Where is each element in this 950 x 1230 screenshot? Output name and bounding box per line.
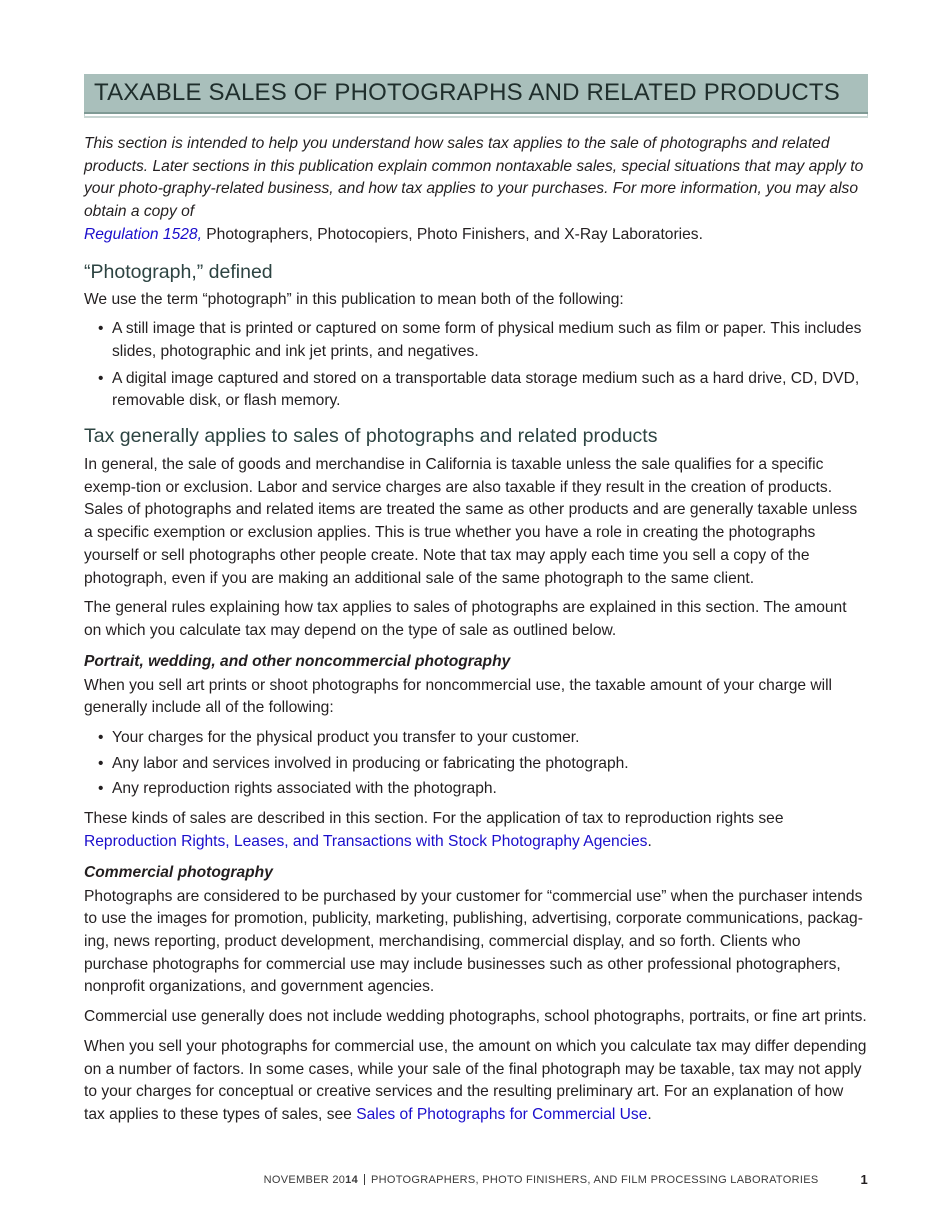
list-item: • Any reproduction rights associated with the photograph. [98,780,497,798]
commercial-paragraph-2: Commercial use generally does not include wedding photographs, school photographs, portraits, or fine art prints. [84,1008,867,1026]
section-title: TAXABLE SALES OF PHOTOGRAPHS AND RELATED PRODUCTS [94,79,840,106]
list-item: • Any labor and services involved in producing or fabricating the photograph. [98,754,629,772]
intro-text: This section is intended to help you understand how sales tax applies to the sale of photographs and related products. Later sections in this publication explain common nontaxable sales, special situations that may apply to your photo-graphy-related business, and how tax applies to your purchases. For more information, you may also obtain a copy of [84,135,864,221]
photograph-definition-lead: We use the term “photograph” in this publication to mean both of the following: [84,290,624,308]
heading-tax-applies: Tax generally applies to sales of photographs and related products [84,425,658,448]
intro-tail: Photographers, Photocopiers, Photo Finishers, and X-Ray Laboratories. [201,225,703,243]
footer-date: NOVEMBER 2014 [263,1173,358,1186]
commercial-paragraph-3: When you sell your photographs for commercial use, the amount on which you calculate tax may differ depending on a number of factors. In some cases, while your sale of the final photograph may be taxable, tax may not apply to your charges for conceptual or creative services and the resulting preliminary art. For an explanation of how tax applies to these types of sales, see Sales of Photographs for Commercial Use. [84,1037,867,1123]
tax-applies-paragraph-2: The general rules explaining how tax applies to sales of photographs are explained in this section. The amount on which you calculate tax may depend on the type of sale as outlined below. [84,599,847,639]
section-title-bar [84,74,868,114]
heading-commercial-photography: Commercial photography [84,863,273,881]
list-item: • Your charges for the physical product you transfer to your customer. [98,729,580,747]
noncommercial-lead: When you sell art prints or shoot photographs for noncommercial use, the taxable amount of your charge will generally include all of the following: [84,676,833,717]
tax-applies-paragraph-1: In general, the sale of goods and merchandise in California is taxable unless the sale qualifies for a specific exemp-tion or exclusion. Labor and service charges are also taxable if they result in the creation of products. Sales of photographs and related items are treated the same as other products and are generally taxable unless a specific exemption or exclusion applies. This is true whether you have a role in creating the photographs yourself or sell photographs other people create. Note that tax may apply each time you sell a copy of the photograph, even if you are making an additional sale of the same photograph to the same client. [84,456,858,587]
list-item: • A still image that is printed or captured on some form of physical medium such as film or paper. This includes slides, photographic and ink jet prints, and negatives. [98,320,862,360]
reproduction-rights-link[interactable]: Reproduction Rights, Leases, and Transactions with Stock Photography Agencies [84,832,648,850]
noncommercial-charges-list [84,727,868,801]
footer-publication-title: PHOTOGRAPHERS, PHOTO FINISHERS, AND FILM PROCESSING LABORATORIES [371,1173,819,1186]
list-item: • A digital image captured and stored on a transportable data storage medium such as a hard drive, CD, DVD, removable disk, or flash memory. [98,369,860,410]
intro-paragraph [84,133,868,247]
document-page [84,74,868,1127]
page-footer [0,1172,868,1187]
photograph-definition-list [84,318,868,413]
footer-separator [364,1174,365,1185]
heading-portrait-wedding: Portrait, wedding, and other noncommercial photography [84,652,511,670]
regulation-1528-link[interactable]: Regulation 1528, [84,225,202,243]
commercial-paragraph-1: Photographs are considered to be purchased by your customer for “commercial use” when the purchaser intends to use the images for promotion, publicity, marketing, publishing, advertising, corporate communications, packag-ing, news reporting, product development, merchandising, commercial display, and so forth. Clients who purchase photographs for commercial use may include businesses such as other professional photographers, nonprofit organizations, and government agencies. [84,887,863,996]
commercial-use-link[interactable]: Sales of Photographs for Commercial Use [356,1105,648,1123]
page-number: 1 [860,1172,868,1187]
reproduction-rights-paragraph: These kinds of sales are described in this section. For the application of tax to reproduction rights see Reproduction Rights, Leases, and Transactions with Stock Photography Agencies. [84,810,784,850]
heading-photograph-defined: “Photograph,” defined [84,260,273,283]
